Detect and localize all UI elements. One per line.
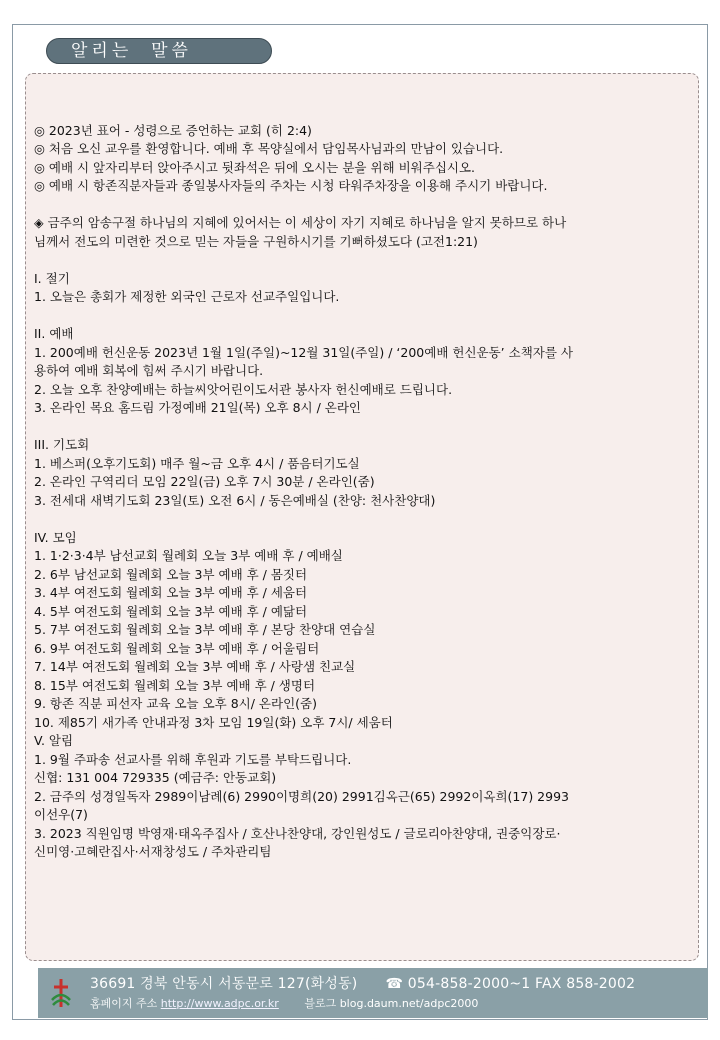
worship-item: 용하여 예배 회복에 힘써 주시기 바랍니다. xyxy=(34,363,264,378)
homepage-link[interactable]: http://www.adpc.or.kr xyxy=(160,997,279,1010)
meeting-item: 5. 7부 여전도회 월례회 오늘 3부 예배 후 / 본당 찬양대 연습실 xyxy=(34,622,376,637)
announcement-item: 2. 금주의 성경일독자 2989이남례(6) 2990이명희(20) 2991김옥근(65) 2992이옥희(17) 2993 xyxy=(34,788,569,804)
notice-welcome: ◎ 처음 오신 교우를 환영합니다. 예배 후 목양실에서 담임목사님과의 만남이 있습니다. xyxy=(34,141,504,156)
footer-web-line xyxy=(90,996,478,1012)
worship-item: 2. 오늘 오후 찬양예배는 하늘씨앗어린이도서관 봉사자 헌신예배로 드립니다. xyxy=(34,381,453,397)
announcement-item: 이선우(7) xyxy=(34,807,88,822)
announcement-item: 1. 9월 주파송 선교사를 위해 후원과 기도를 부탁드립니다. xyxy=(34,751,352,767)
meeting-item: 4. 5부 여전도회 월례회 오늘 3부 예배 후 / 예닮터 xyxy=(34,603,308,619)
notice-motto: ◎ 2023년 표어 - 성령으로 증언하는 교회 (히 2:4) xyxy=(34,122,312,138)
meeting-item: 6. 9부 여전도회 월례회 오늘 3부 예배 후 / 어울림터 xyxy=(34,640,320,656)
memory-verse-line-2: 님께서 전도의 미련한 것으로 믿는 자들을 구원하시기를 기뻐하셨도다 (고전1:21) xyxy=(34,233,478,249)
prayer-item: 1. 베스퍼(오후기도회) 매주 월~금 오후 4시 / 품음터기도실 xyxy=(34,455,360,471)
meeting-item: 9. 항존 직분 피선자 교육 오늘 오후 8시/ 온라인(줌) xyxy=(34,696,317,711)
announcement-content xyxy=(34,103,664,862)
section-heading-season: I. 절기 xyxy=(34,270,70,286)
prayer-item: 3. 전세대 새벽기도회 23일(토) 오전 6시 / 동은예배실 (찬양: 천사찬양대) xyxy=(34,492,436,508)
blog-address: 블로그 blog.daum.net/adpc2000 xyxy=(304,997,479,1010)
homepage-label: 홈페이지 주소 xyxy=(90,997,158,1010)
footer-phone: ☎ 054-858-2000~1 FAX 858-2002 xyxy=(385,976,636,992)
meeting-item: 7. 14부 여전도회 월례회 오늘 3부 예배 후 / 사랑샘 친교실 xyxy=(34,659,356,674)
announcement-item: 신협: 131 004 729335 (예금주: 안동교회) xyxy=(34,770,277,785)
prayer-item: 2. 온라인 구역리더 모임 22일(금) 오후 7시 30분 / 온라인(줌) xyxy=(34,474,375,489)
meeting-item: 1. 1·2·3·4부 남선교회 월례회 오늘 3부 예배 후 / 예배실 xyxy=(34,548,343,563)
announcement-item: 신미영·고혜란집사·서재창성도 / 주차관리팀 xyxy=(34,844,272,859)
section-heading-worship: II. 예배 xyxy=(34,326,74,341)
page-title: 알리는 말씀 xyxy=(46,38,272,64)
meeting-item: 10. 제85기 새가족 안내과정 3차 모임 19일(화) 오후 7시/ 세움터 xyxy=(34,714,393,730)
notice-parking: ◎ 예배 시 항존직분자들과 종일봉사자들의 주차는 시청 타워주차장을 이용해 주시기 바랍니다. xyxy=(34,178,548,193)
section-heading-meetings: IV. 모임 xyxy=(34,529,77,545)
church-logo-icon xyxy=(50,978,72,1008)
section-heading-announcements: V. 알림 xyxy=(34,733,74,748)
footer-address: 36691 경북 안동시 서동문로 127(화성동) xyxy=(90,976,358,992)
announcement-item: 3. 2023 직원임명 박영재·태옥주집사 / 호산나찬양대, 강인원성도 / 글로리아찬양대, 권중익장로· xyxy=(34,825,561,841)
worship-item: 3. 온라인 목요 홈드림 가정예배 21일(목) 오후 8시 / 온라인 xyxy=(34,400,362,415)
section-heading-prayer: III. 기도회 xyxy=(34,437,90,452)
notice-seating: ◎ 예배 시 앞자리부터 앉아주시고 뒷좌석은 뒤에 오시는 분을 위해 비워주십시오. xyxy=(34,159,476,175)
meeting-item: 2. 6부 남선교회 월례회 오늘 3부 예배 후 / 몸짓터 xyxy=(34,566,308,582)
season-item: 1. 오늘은 총회가 제정한 외국인 근로자 선교주일입니다. xyxy=(34,289,340,304)
memory-verse-line-1: ◈ 금주의 암송구절 하나님의 지혜에 있어서는 이 세상이 자기 지혜로 하나님을 알지 못하므로 하나 xyxy=(34,215,567,230)
meeting-item: 3. 4부 여전도회 월례회 오늘 3부 예배 후 / 세움터 xyxy=(34,585,308,600)
meeting-item: 8. 15부 여전도회 월례회 오늘 3부 예배 후 / 생명터 xyxy=(34,677,316,693)
footer-address-line xyxy=(90,974,635,994)
worship-item: 1. 200예배 헌신운동 2023년 1월 1일(주일)~12월 31일(주일) / ‘200예배 헌신운동’ 소책자를 사 xyxy=(34,344,573,360)
